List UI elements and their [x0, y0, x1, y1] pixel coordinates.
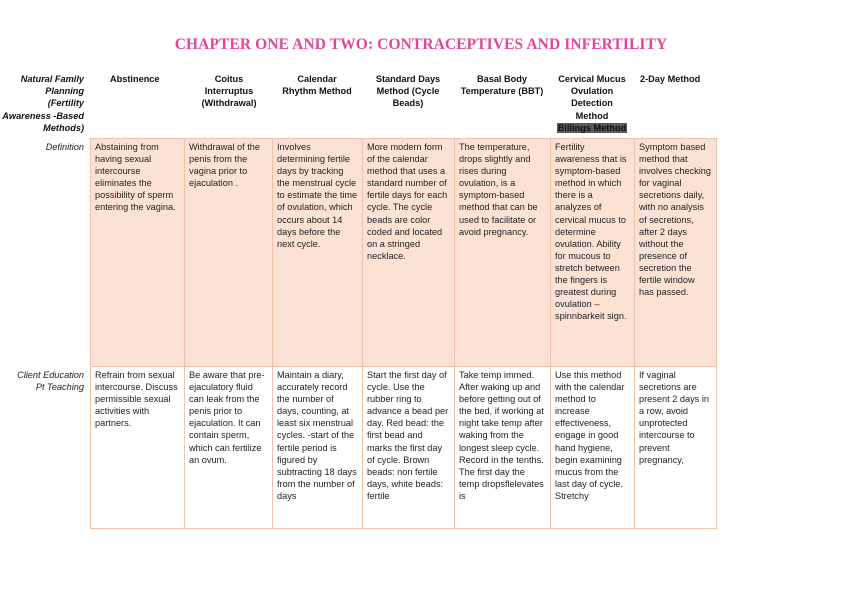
page-title: CHAPTER ONE AND TWO: CONTRACEPTIVES AND INFERTILITY	[174, 36, 668, 53]
corner-header	[2, 73, 84, 134]
column-header-line: Abstinence	[110, 74, 160, 84]
column-header-line: Cervical Mucus	[558, 74, 626, 84]
column-header-line: Basal Body	[476, 74, 528, 84]
column-header-line: (Withdrawal)	[201, 98, 257, 109]
table-cell: More modern form of the calendar method that uses a standard number of fertile days for each cycle. The cycle beads are color coded and located on a stringed necklace.	[363, 139, 455, 367]
row-label-client-education	[2, 369, 84, 393]
column-header-line: Detection	[571, 98, 613, 109]
column-header-abstinence	[96, 73, 180, 85]
table-cell: Refrain from sexual intercourse. Discuss permissible sexual activities with partners.	[91, 367, 185, 529]
column-header-line: Calendar	[297, 74, 337, 84]
column-header-2-day	[640, 73, 720, 85]
methods-table	[90, 138, 717, 529]
table-cell: Symptom based method that involves checking for vaginal secretions daily, with no analysis of secretions, after 2 days without the presence of secretion the fertile window has passed.	[635, 139, 717, 367]
column-header-line: Coitus	[214, 74, 244, 84]
row-label-line: Client Education	[17, 370, 84, 380]
table-cell: Involves determining fertile days by tracking the menstrual cycle to estimate the time of ovulation, which occurs about 14 days before the next cycle.	[273, 139, 363, 367]
table-row-client-education	[91, 367, 717, 529]
table-cell: Abstaining from having sexual intercourse eliminates the possibility of sperm entering the vagina.	[91, 139, 185, 367]
column-header-line: Standard Days	[375, 74, 441, 84]
column-header-line: Rhythm Method	[282, 86, 352, 97]
table-cell: Fertility awareness that is symptom-based method in which there is a analyzes of cervical mucus to determine ovulation. Ability for mucous to stretch between the fingers is greatest during ovulation – spinnbarkeit sign.	[551, 139, 635, 367]
row-label-definition	[2, 141, 84, 153]
column-header-standard-days	[362, 73, 454, 110]
column-header-line: Beads)	[392, 98, 424, 109]
table-cell: Be aware that pre-ejaculatory fluid can leak from the penis prior to ejaculation. It can contain sperm, which can fertilize an ovum.	[185, 367, 273, 529]
row-label-line: Pt Teaching	[35, 382, 84, 393]
table-cell: Maintain a diary, accurately record the number of days, counting, at least six menstrual cycles. -start of the fertile period is figured by subtracting 18 days from the number of days	[273, 367, 363, 529]
row-label-line: Definition	[45, 142, 84, 152]
column-header-cervical-mucus	[550, 73, 634, 134]
column-header-line: Method	[575, 110, 609, 121]
corner-header-line: Methods)	[43, 122, 84, 133]
table-cell: The temperature, drops slightly and rises during ovulation, is a symptom-based method that can be used to facilitate or avoid pregnancy.	[455, 139, 551, 367]
column-header-line: Ovulation	[570, 86, 614, 97]
column-header-coitus-interruptus	[186, 73, 272, 110]
column-header-line: Interruptus	[204, 86, 254, 97]
column-header-bbt	[454, 73, 550, 97]
corner-header-line: (Fertility	[47, 98, 84, 109]
corner-header-line: Planning	[45, 86, 84, 97]
table-cell: Start the first day of cycle. Use the rubber ring to advance a bead per day. Red bead: the first bead and marks the first day of cycle. Brown beads: non fertile days, white beads: fertile	[363, 367, 455, 529]
column-header-line: 2-Day Method	[640, 74, 701, 84]
column-header-line: Temperature (BBT)	[460, 86, 544, 97]
column-header-calendar-rhythm	[272, 73, 362, 97]
table-cell: Withdrawal of the penis from the vagina prior to ejaculation .	[185, 139, 273, 367]
table-cell: If vaginal secretions are present 2 days in a row, avoid unprotected intercourse to prevent pregnancy,	[635, 367, 717, 529]
corner-header-line: Natural Family	[20, 74, 84, 84]
column-header-line: Method (Cycle	[376, 86, 440, 97]
table-row-definition	[91, 139, 717, 367]
billings-method-highlight: Billings Method	[557, 122, 627, 133]
corner-header-line: Awareness -Based	[2, 110, 84, 121]
table-cell: Use this method with the calendar method to increase effectiveness, engage in good hand hygiene, begin examining mucus from the last day of cycle. Stretchy	[551, 367, 635, 529]
table-cell: Take temp immed. After waking up and before getting out of the bed, if working at night take temp after waking from the longest sleep cycle. Record in the tenths. The first day the temp dropsflelevates is	[455, 367, 551, 529]
